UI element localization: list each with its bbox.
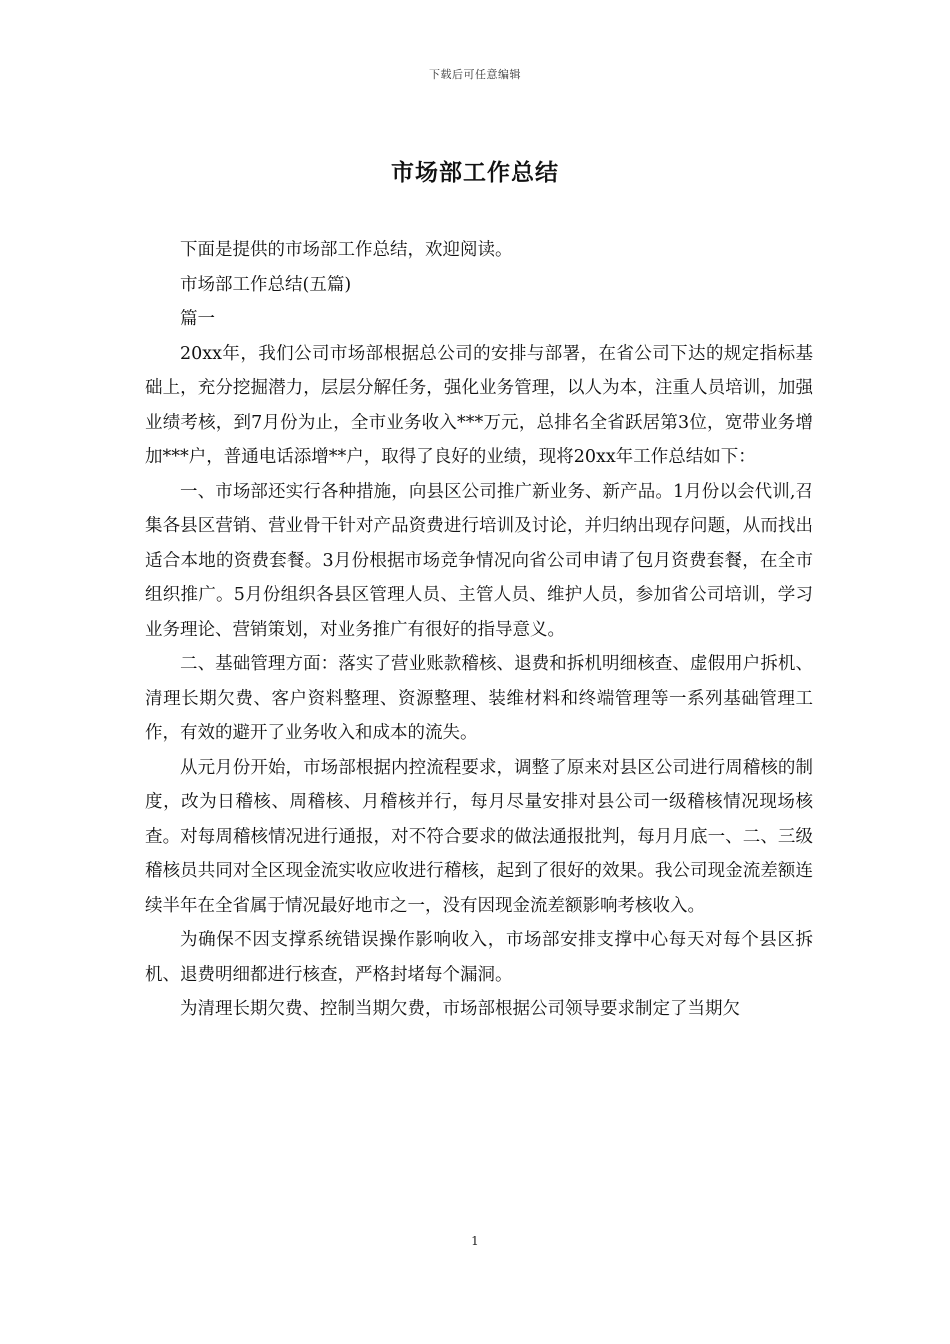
arrears-paragraph: 为清理长期欠费、控制当期欠费，市场部根据公司领导要求制定了当期欠 xyxy=(180,999,740,1019)
summary-paragraph: 20xx年，我们公司市场部根据总公司的安排与部署，在省公司下达的规定指标基础上，充分挖掘潜力，层层分解任务，强化业务管理，以人为本，注重人员培训，加强业绩考核，到7月份为止，全市业务收入***万元，总排名全省跃居第3位，宽带业务增加***户，普通电话添增**户，取得了良好的业绩，现将20xx年工作总结如下： xyxy=(145,343,813,467)
support-check-paragraph: 为确保不因支撑系统错误操作影响收入，市场部安排支撑中心每天对每个县区拆机、退费明细都进行核查，严格封堵每个漏洞。 xyxy=(145,930,813,985)
intro-paragraph: 下面是提供的市场部工作总结，欢迎阅读。 xyxy=(180,240,513,260)
section-two-paragraph: 二、基础管理方面：落实了营业账款稽核、退费和拆机明细核查、虚假用户拆机、清理长期欠费、客户资料整理、资源整理、装维材料和终端管理等一系列基础管理工作，有效的避开了业务收入和成本的流失。 xyxy=(145,654,813,743)
header-note: 下载后可任意编辑 xyxy=(429,68,521,81)
section-one-paragraph: 一、市场部还实行各种措施，向县区公司推广新业务、新产品。1月份以会代训,召集各县区营销、营业骨干针对产品资费进行培训及讨论，并归纳出现存问题，从而找出适合本地的资费套餐。3月份根据市场竞争情况向省公司申请了包月资费套餐，在全市组织推广。5月份组织各县区管理人员、主管人员、维护人员，参加省公司培训，学习业务理论、营销策划，对业务推广有很好的指导意义。 xyxy=(145,481,813,640)
page-number: 1 xyxy=(471,1234,479,1248)
document-body xyxy=(145,233,813,1027)
section-label-paragraph: 篇一 xyxy=(180,309,215,329)
collection-title-paragraph: 市场部工作总结(五篇) xyxy=(180,274,352,295)
audit-paragraph: 从元月份开始，市场部根据内控流程要求，调整了原来对县区公司进行周稽核的制度，改为日稽核、周稽核、月稽核并行，每月尽量安排对县公司一级稽核情况现场核查。对每周稽核情况进行通报，对不符合要求的做法通报批判，每月月底一、二、三级稽核员共同对全区现金流实收应收进行稽核，起到了很好的效果。我公司现金流差额连续半年在全省属于情况最好地市之一，没有因现金流差额影响考核收入。 xyxy=(145,757,813,916)
document-title: 市场部工作总结 xyxy=(391,159,559,186)
